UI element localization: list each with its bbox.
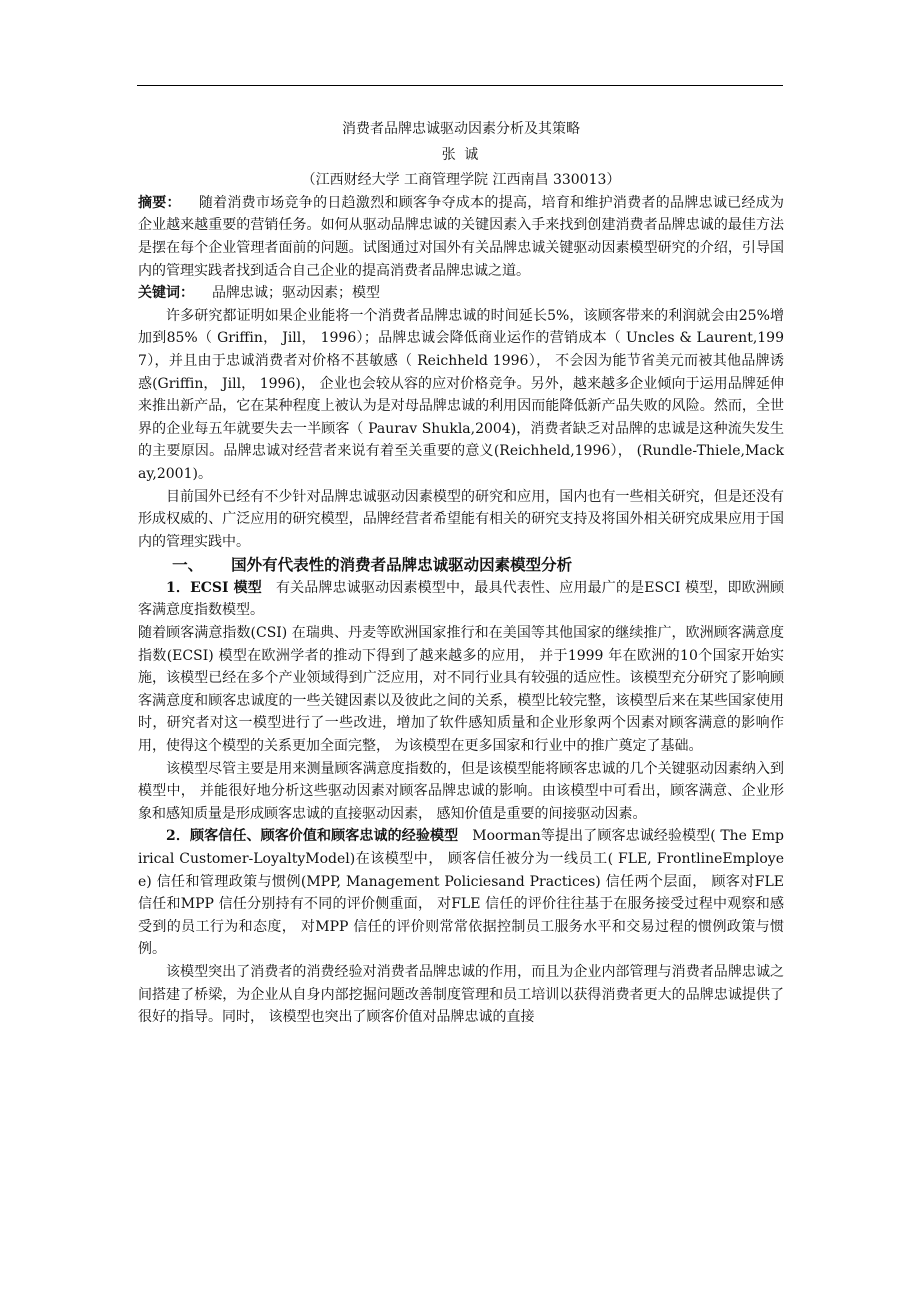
paper-affiliation: （江西财经大学 工商管理学院 江西南昌 330013）	[301, 172, 621, 189]
abstract-text: 随着消费市场竞争的日趋激烈和顾客争夺成本的提高，培育和维护消费者的品牌忠诚已经成为企业越来越重要的营销任务。如何从驱动品牌忠诚的关键因素入手来找到创建消费者品牌忠诚的最佳方法是摆在每个企业管理者面前的问题。试图通过对国外有关品牌忠诚关键驱动因素模型研究的介绍，引导国内的管理实践者找到适合自己企业的提高消费者品牌忠诚之道。	[138, 194, 785, 279]
paper-body	[138, 118, 784, 1029]
subsection-text-2: Moorman等提出了顾客忠诚经验模型( The Empirical Customer-LoyaltyModel)在该模型中， 顾客信任被分为一线员工( FLE, FrontlineEmployee) 信任和管理政策与惯例(MPP, Management Policiesand Practices) 信任两个层面， 顾客对FLE 信任和MPP 信任分别持有不同的评价侧重面， 对FLE 信任的评价往往基于在服务接受过程中观察和感受到的员工行为和态度， 对MPP 信任的评价则常常依据控制员工服务水平和交易过程的惯例政策与惯例。	[138, 828, 784, 958]
keywords	[138, 282, 784, 305]
abstract	[138, 192, 784, 282]
body-paragraph-4: 该模型尽管主要是用来测量顾客满意度指数的，但是该模型能将顾客忠诚的几个关键驱动因素纳入到模型中， 并能很好地分析这些驱动因素对顾客品牌忠诚的影响。由该模型中可看出，顾客满意、企业形象和感知质量是形成顾客忠诚的直接驱动因素， 感知价值是重要的间接驱动因素。	[138, 760, 784, 822]
body-paragraph-2: 目前国外已经有不少针对品牌忠诚驱动因素模型的研究和应用，国内也有一些相关研究，但是还没有形成权威的、广泛应用的研究模型，品牌经营者希望能有相关的研究支持及将国外相关研究成果应用于国内的管理实践中。	[138, 488, 784, 550]
body-paragraph-1: 许多研究都证明如果企业能将一个消费者品牌忠诚的时间延长5%，该顾客带来的利润就会由25%增加到85%（ Griffin， Jill， 1996）；品牌忠诚会降低商业运作的营销成本（ Uncles & Laurent,1997），并且由于忠诚消费者对价格不甚敏感（ Reichheld 1996）， 不会因为能节省美元而被其他品牌诱惑(Griffin， Jill， 1996)， 企业也会较从容的应对价格竞争。另外，越来越多企业倾向于运用品牌延伸来推出新产品，它在某种程度上被认为是对母品牌忠诚的利用因而能降低新产品失败的风险。然而，全世界的企业每五年就要失去一半顾客（ Paurav Shukla,2004)，消费者缺乏对品牌的忠诚是这种流失发生的主要原因。品牌忠诚对经营者来说有着至关重要的意义(Reichheld,1996）， (Rundle-Thiele,Mackay,2001)。	[138, 307, 784, 482]
subsection-empirical-model	[138, 825, 784, 961]
subsection-title-2: 2．顾客信任、顾客价值和顾客忠诚的经验模型	[166, 828, 459, 845]
subsection-ecsi	[138, 577, 784, 622]
subsection-text-1: 有关品牌忠诚驱动因素模型中，最具代表性、应用最广的是ESCI 模型，即欧洲顾客满意度指数模型。	[138, 579, 784, 619]
section-heading-1	[138, 554, 784, 577]
subsection-title-1: 1．ECSI 模型	[166, 579, 262, 596]
abstract-label: 摘要：	[138, 194, 181, 211]
keywords-label: 关键词：	[138, 285, 194, 302]
section-number: 一、	[172, 556, 204, 575]
paper-author: 张 诚	[441, 146, 481, 163]
body-paragraph-5: 该模型突出了消费者的消费经验对消费者品牌忠诚的作用，而且为企业内部管理与消费者品牌忠诚之间搭建了桥梁，为企业从自身内部挖掘问题改善制度管理和员工培训以获得消费者更大的品牌忠诚提供了很好的指导。同时， 该模型也突出了顾客价值对品牌忠诚的直接	[138, 963, 784, 1026]
keywords-text: 品牌忠诚；驱动因素；模型	[212, 285, 380, 302]
header-rule	[137, 85, 783, 86]
paper-title: 消费者品牌忠诚驱动因素分析及其策略	[342, 121, 580, 137]
body-paragraph-3: 随着顾客满意指数(CSI) 在瑞典、丹麦等欧洲国家推行和在美国等其他国家的继续推广，欧洲顾客满意度指数(ECSI) 模型在欧洲学者的推动下得到了越来越多的应用， 并于1999 年在欧洲的10个国家开始实施，该模型已经在多个产业领域得到广泛应用，对不同行业具有较强的适应性。该模型充分研究了影响顾客满意度和顾客忠诚度的一些关键因素以及彼此之间的关系，模型比较完整，该模型后来在某些国家使用时，研究者对这一模型进行了一些改进，增加了软件感知质量和企业形象两个因素对顾客满意的影响作用，使得这个模型的关系更加全面完整， 为该模型在更多国家和行业中的推广奠定了基础。	[138, 625, 784, 755]
section-title: 国外有代表性的消费者品牌忠诚驱动因素模型分析	[231, 556, 573, 575]
